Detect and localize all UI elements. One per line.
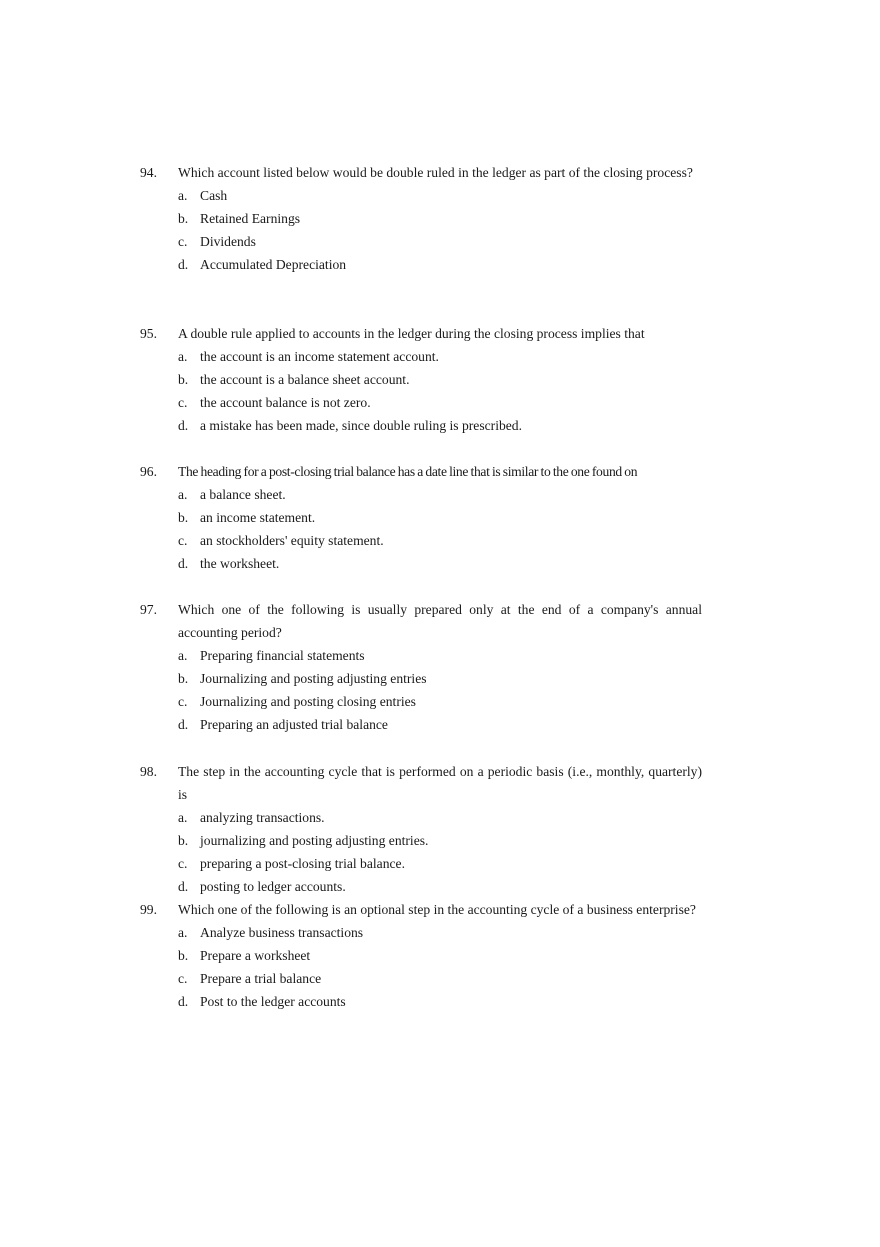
option-d	[178, 414, 702, 437]
option-text: Journalizing and posting closing entries	[200, 694, 416, 709]
option-text: journalizing and posting adjusting entries.	[200, 833, 429, 848]
option-list	[140, 806, 702, 898]
option-c	[178, 230, 702, 253]
option-list	[140, 921, 702, 1013]
option-letter: b.	[178, 510, 189, 525]
question-number: 98.	[140, 764, 157, 779]
option-b	[178, 207, 702, 230]
option-text: Post to the ledger accounts	[200, 994, 346, 1009]
option-b	[178, 667, 702, 690]
option-list	[140, 644, 702, 736]
option-letter: d.	[178, 994, 189, 1009]
question-text: The step in the accounting cycle that is performed on a periodic basis (i.e., monthly, quarterly) is	[178, 764, 702, 802]
option-text: Prepare a worksheet	[200, 948, 311, 963]
option-text: Accumulated Depreciation	[200, 257, 347, 272]
option-text: the account is a balance sheet account.	[200, 372, 410, 387]
option-text: Cash	[200, 188, 228, 203]
option-a	[178, 644, 702, 667]
question-text: Which one of the following is an optional step in the accounting cycle of a business enterprise?	[178, 902, 696, 917]
question-text: A double rule applied to accounts in the ledger during the closing process implies that	[178, 326, 645, 341]
option-text: Analyze business transactions	[200, 925, 364, 940]
option-text: a balance sheet.	[200, 487, 286, 502]
option-c	[178, 391, 702, 414]
option-d	[178, 713, 702, 736]
option-c	[178, 529, 702, 552]
option-letter: b.	[178, 833, 189, 848]
question-number: 96.	[140, 464, 157, 479]
option-letter: d.	[178, 879, 189, 894]
option-text: an stockholders' equity statement.	[200, 533, 384, 548]
option-text: Journalizing and posting adjusting entries	[200, 671, 427, 686]
option-a	[178, 345, 702, 368]
option-letter: b.	[178, 211, 189, 226]
question-text: The heading for a post-closing trial balance has a date line that is similar to the one found on	[178, 464, 638, 479]
question-text: Which account listed below would be double ruled in the ledger as part of the closing process?	[178, 165, 693, 180]
option-c	[178, 967, 702, 990]
option-letter: a.	[178, 487, 188, 502]
option-letter: a.	[178, 810, 188, 825]
option-text: the account balance is not zero.	[200, 395, 371, 410]
option-b	[178, 944, 702, 967]
question-95	[140, 322, 702, 437]
option-letter: c.	[178, 856, 188, 871]
option-text: Dividends	[200, 234, 256, 249]
option-letter: a.	[178, 188, 188, 203]
option-letter: d.	[178, 418, 189, 433]
option-text: posting to ledger accounts.	[200, 879, 346, 894]
option-a	[178, 184, 702, 207]
question-99	[140, 898, 702, 1013]
option-text: the worksheet.	[200, 556, 280, 571]
option-letter: d.	[178, 556, 189, 571]
option-text: Preparing an adjusted trial balance	[200, 717, 388, 732]
option-text: the account is an income statement account.	[200, 349, 439, 364]
option-b	[178, 368, 702, 391]
option-text: analyzing transactions.	[200, 810, 325, 825]
option-a	[178, 806, 702, 829]
question-number: 95.	[140, 326, 157, 341]
option-letter: d.	[178, 257, 189, 272]
option-c	[178, 690, 702, 713]
option-list	[140, 184, 702, 276]
option-letter: c.	[178, 234, 188, 249]
option-a	[178, 483, 702, 506]
option-text: Prepare a trial balance	[200, 971, 322, 986]
option-letter: c.	[178, 395, 188, 410]
option-letter: b.	[178, 948, 189, 963]
option-letter: c.	[178, 533, 188, 548]
option-c	[178, 852, 702, 875]
question-94	[140, 161, 702, 276]
option-text: Preparing financial statements	[200, 648, 365, 663]
question-number: 99.	[140, 902, 157, 917]
option-text: an income statement.	[200, 510, 316, 525]
option-list	[140, 483, 702, 575]
question-97	[140, 598, 702, 736]
question-96	[140, 460, 702, 575]
option-letter: c.	[178, 694, 188, 709]
option-d	[178, 875, 702, 898]
option-b	[178, 829, 702, 852]
question-98	[140, 760, 702, 898]
option-d	[178, 990, 702, 1013]
option-text: a mistake has been made, since double ruling is prescribed.	[200, 418, 522, 433]
option-list	[140, 345, 702, 437]
option-a	[178, 921, 702, 944]
option-text: preparing a post-closing trial balance.	[200, 856, 405, 871]
option-letter: a.	[178, 925, 188, 940]
option-letter: a.	[178, 349, 188, 364]
option-letter: a.	[178, 648, 188, 663]
option-letter: b.	[178, 372, 189, 387]
option-d	[178, 253, 702, 276]
option-letter: b.	[178, 671, 189, 686]
question-text: Which one of the following is usually prepared only at the end of a company's annual accounting period?	[178, 602, 702, 640]
option-text: Retained Earnings	[200, 211, 301, 226]
option-letter: c.	[178, 971, 188, 986]
option-letter: d.	[178, 717, 189, 732]
question-number: 94.	[140, 165, 157, 180]
option-b	[178, 506, 702, 529]
option-d	[178, 552, 702, 575]
question-number: 97.	[140, 602, 157, 617]
